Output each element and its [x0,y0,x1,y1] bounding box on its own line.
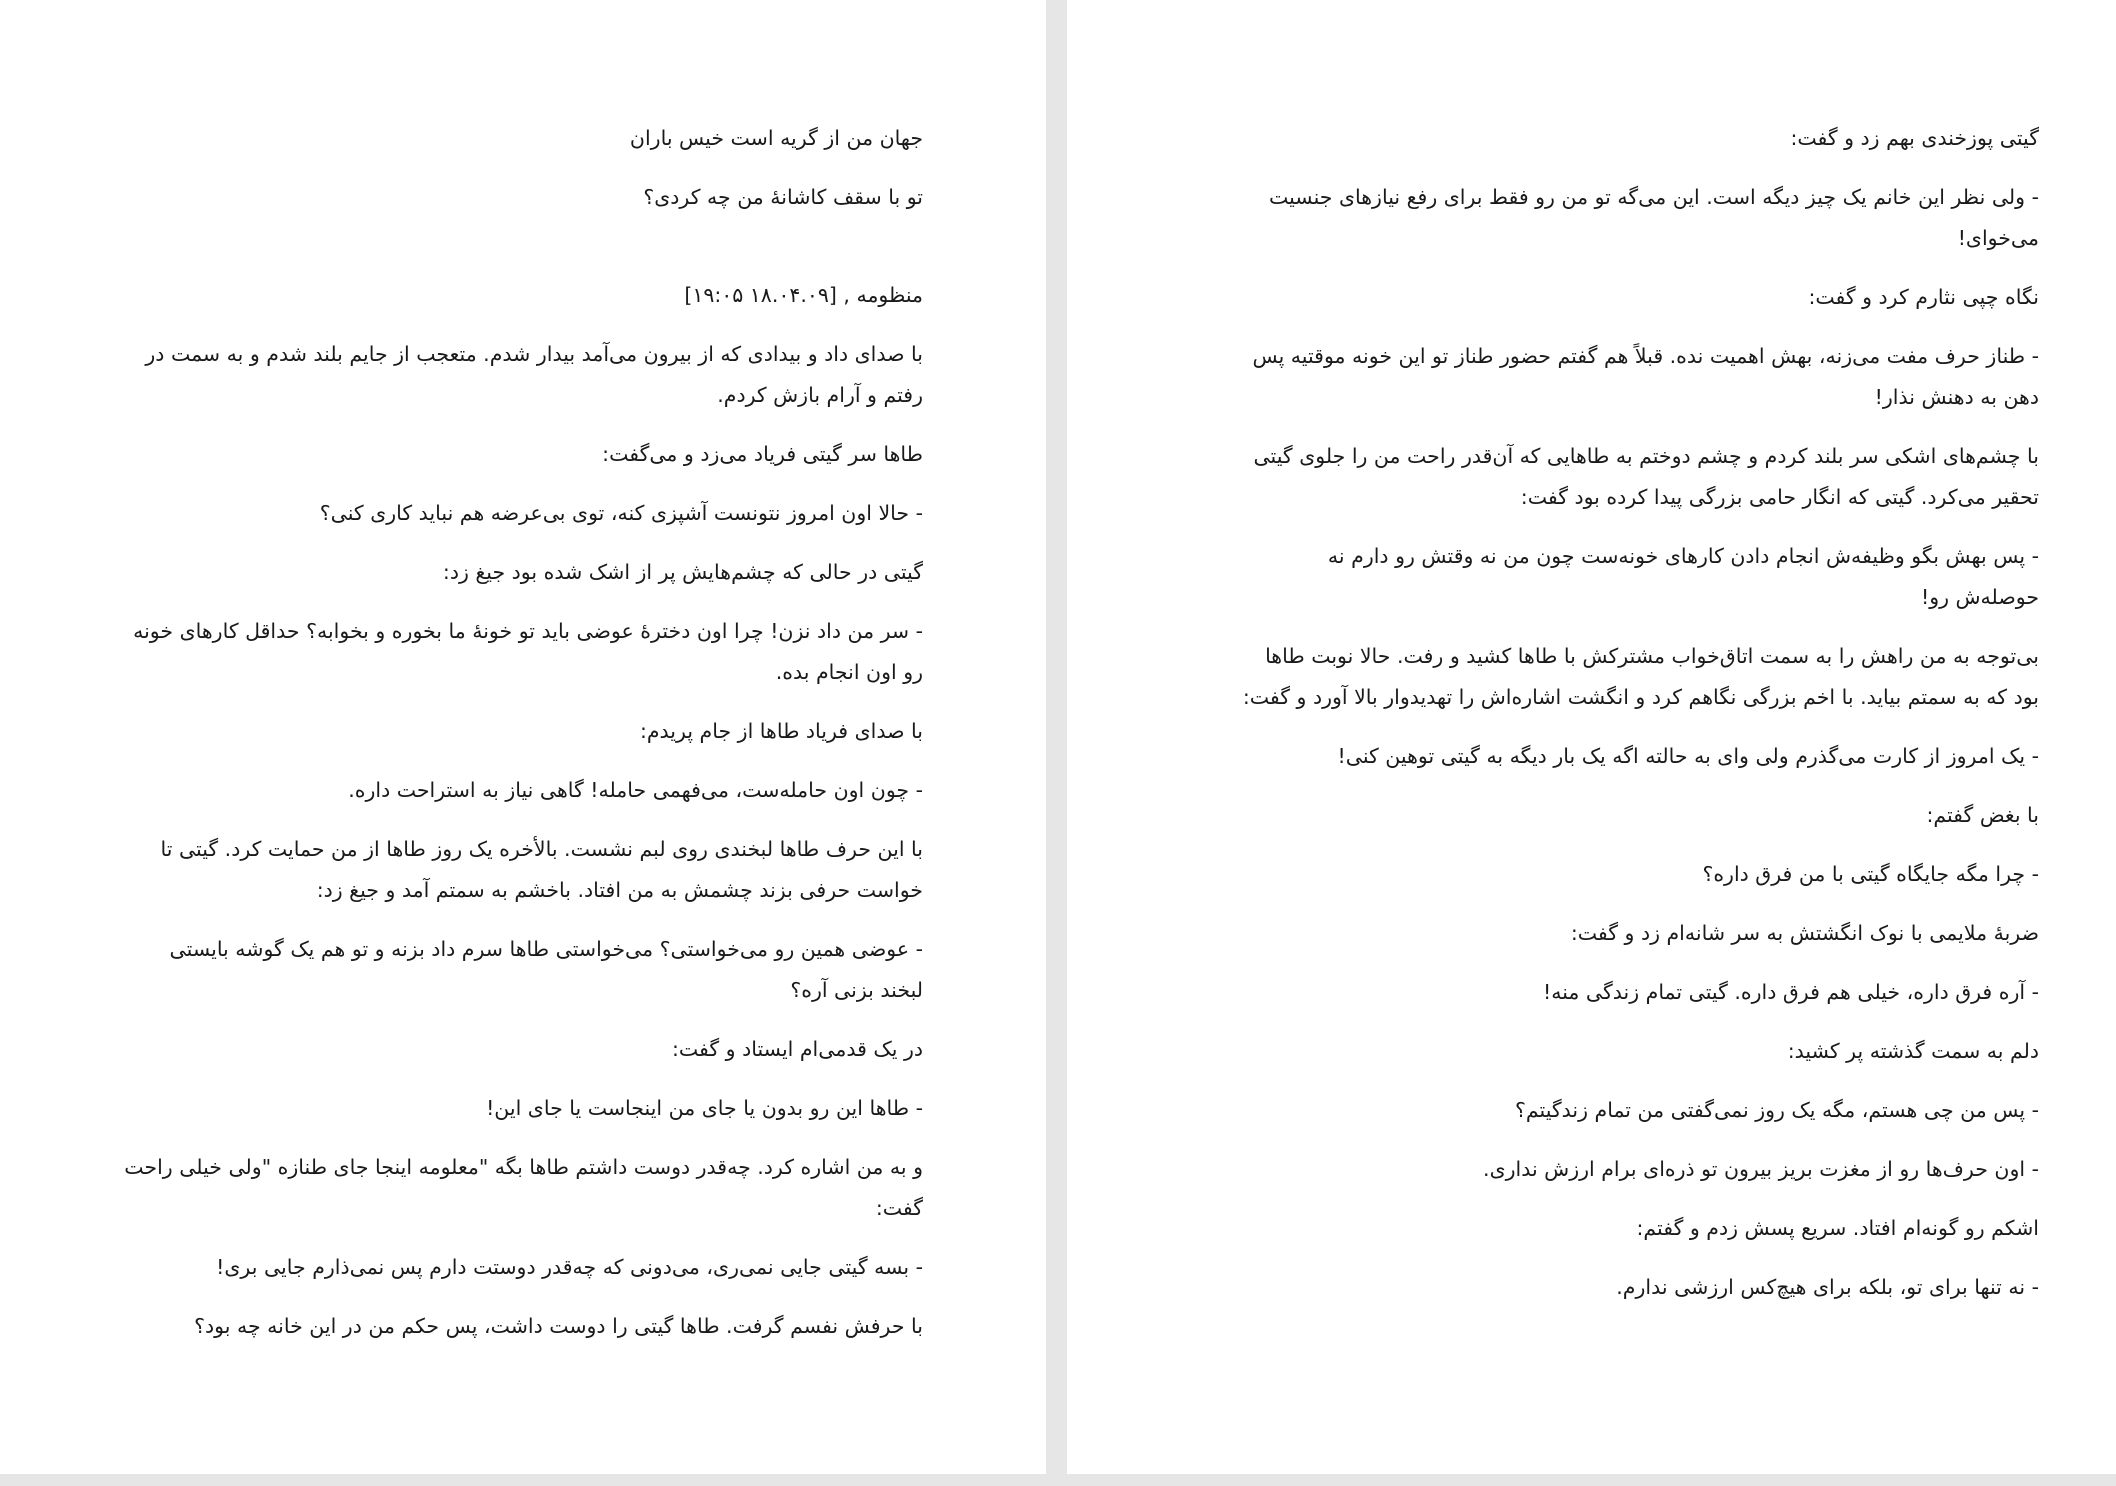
message-header: منظومه , [۱۸.۰۴.۰۹ ۱۹:۰۵] [684,283,923,307]
blank-line [123,236,923,275]
paragraph: بی‌توجه به من راهش را به سمت اتاق‌خواب مشترکش با طاها کشید و رفت. حالا نوبت طاها بود که به سمتم بیاید. با اخم بزرگی نگاهم کرد و انگشت اشاره‌اش را تهدیدوار بالا آورد و گفت: [1242,644,2039,709]
paragraph: نگاه چپی نثارم کرد و گفت: [1808,285,2039,309]
paragraph: گیتی در حالی که چشم‌هایش پر از اشک شده بود جیغ زد: [442,560,923,584]
dialogue-line: - چرا مگه جایگاه گیتی با من فرق داره؟ [1702,862,2039,886]
paragraph: در یک قدمی‌ام ایستاد و گفت: [672,1037,923,1061]
left-page-text [123,118,923,1365]
dialogue-line: - عوضی همین رو می‌خواستی؟ می‌خواستی طاها سرم داد بزنه و تو هم یک گوشه بایستی لبخند بزنی آره؟ [169,937,923,1002]
dialogue-line: - طاها این رو بدون یا جای من اینجاست یا جای این! [486,1096,923,1120]
paragraph: ضربهٔ ملایمی با نوک انگشتش به سر شانه‌ام زد و گفت: [1570,921,2039,945]
dialogue-line: - پس من چی هستم، مگه یک روز نمی‌گفتی من تمام زندگیتم؟ [1514,1098,2039,1122]
dialogue-line: - بسه گیتی جایی نمی‌ری، می‌دونی که چه‌قدر دوستت دارم پس نمی‌ذارم جایی بری! [216,1255,923,1279]
dialogue-line: - نه تنها برای تو، بلکه برای هیچ‌کس ارزشی ندارم. [1616,1275,2039,1299]
paragraph: اشکم رو گونه‌ام افتاد. سریع پسش زدم و گفتم: [1636,1216,2039,1240]
dialogue-line: - سر من داد نزن! چرا اون دخترهٔ عوضی باید تو خونهٔ ما بخوره و بخوابه؟ حداقل کارهای خونه رو اون انجام بده. [133,619,923,684]
paragraph: جهان من از گریه است خیس باران [629,126,923,150]
paragraph: با صدای داد و بیدادی که از بیرون می‌آمد بیدار شدم. متعجب از جایم بلند شدم و به سمت در رفتم و آرام بازش کردم. [145,342,923,407]
paragraph: با بغض گفتم: [1926,803,2039,827]
dialogue-line: - اون حرف‌ها رو از مغزت بریز بیرون تو ذره‌ای برام ارزش نداری. [1483,1157,2039,1181]
dialogue-line: - چون اون حامله‌ست، می‌فهمی حامله! گاهی نیاز به استراحت داره. [348,778,923,802]
paragraph: با این حرف طاها لبخندی روی لبم نشست. بالأخره یک روز طاها از من حمایت کرد. گیتی تا خواست حرفی بزند چشمش به من افتاد. باخشم به سمتم آمد و جیغ زد: [160,837,923,902]
dialogue-line: - پس بهش بگو وظیفه‌ش انجام دادن کارهای خونه‌ست چون من نه وقتش رو دارم نه حوصله‌ش رو! [1327,544,2039,609]
paragraph: با چشم‌های اشکی سر بلند کردم و چشم دوختم به طاهایی که آن‌قدر راحت من را جلوی گیتی تحقیر می‌کرد. گیتی که انگار حامی بزرگی پیدا کرده بود گفت: [1253,444,2039,509]
right-page-text [1239,118,2039,1326]
dialogue-line: - ولی نظر این خانم یک چیز دیگه است. این می‌گه تو من رو فقط برای رفع نیازهای جنسیت می‌خوای! [1268,185,2039,250]
paragraph: با صدای فریاد طاها از جام پریدم: [639,719,923,743]
dialogue-line: - آره فرق داره، خیلی هم فرق داره. گیتی تمام زندگی منه! [1543,980,2039,1004]
paragraph: تو با سقف کاشانهٔ من چه کردی؟ [643,185,923,209]
paragraph: گیتی پوزخندی بهم زد و گفت: [1790,126,2039,150]
dialogue-line: - یک امروز از کارت می‌گذرم ولی وای به حالته اگه یک بار دیگه به گیتی توهین کنی! [1337,744,2039,768]
paragraph: و به من اشاره کرد. چه‌قدر دوست داشتم طاها بگه "معلومه اینجا جای طنازه "ولی خیلی راحت گفت: [124,1155,923,1220]
paragraph: با حرفش نفسم گرفت. طاها گیتی را دوست داشت، پس حکم من در این خانه چه بود؟ [194,1314,923,1338]
right-page [1067,0,2116,1474]
dialogue-line: - طناز حرف مفت می‌زنه، بهش اهمیت نده. قبلاً هم گفتم حضور طناز تو این خونه موقتیه پس دهن به دهنش نذار! [1252,344,2039,409]
left-page [0,0,1046,1474]
paragraph: دلم به سمت گذشته پر کشید: [1787,1039,2039,1063]
dialogue-line: - حالا اون امروز نتونست آشپزی کنه، توی بی‌عرضه هم نباید کاری کنی؟ [319,501,923,525]
paragraph: طاها سر گیتی فریاد می‌زد و می‌گفت: [602,442,923,466]
